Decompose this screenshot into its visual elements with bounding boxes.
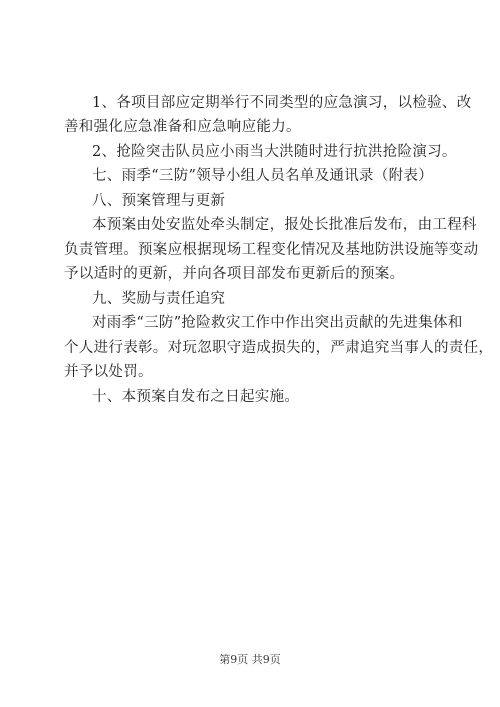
text-line: 予以适时的更新，并向各项目部发布更新后的预案。	[64, 266, 405, 282]
section-heading-8: 八、预案管理与更新	[92, 193, 226, 209]
text-line: 负责管理。预案应根据现场工程变化情况及基地防洪设施等变动	[64, 242, 479, 258]
section-heading-10: 十、本预案自发布之日起实施。	[92, 389, 300, 405]
text-line: 并予以处罚。	[64, 364, 153, 380]
text-line: 2、抢险突击队员应小雨当大洪随时进行抗洪抢险演习。	[92, 144, 457, 160]
text-line: 个人进行表彰。对玩忽职守造成损失的，严肃追究当事人的责任，	[64, 340, 494, 356]
page-number-label: 第9页 共9页	[219, 653, 281, 666]
section-heading-9: 九、奖励与责任追究	[92, 291, 226, 307]
text-line: 1、各项目部应定期举行不同类型的应急演习，以检验、改	[92, 95, 472, 111]
section-heading-7: 七、雨季“三防”领导小组人员名单及通讯录（附表）	[92, 168, 434, 184]
text-line: 对雨季“三防”抢险救灾工作中作出突出贡献的先进集体和	[92, 315, 463, 331]
page-footer	[0, 651, 500, 667]
text-line: 善和强化应急准备和应急响应能力。	[64, 119, 301, 135]
text-line: 本预案由处安监处牵头制定，报处长批准后发布，由工程科	[92, 217, 477, 233]
